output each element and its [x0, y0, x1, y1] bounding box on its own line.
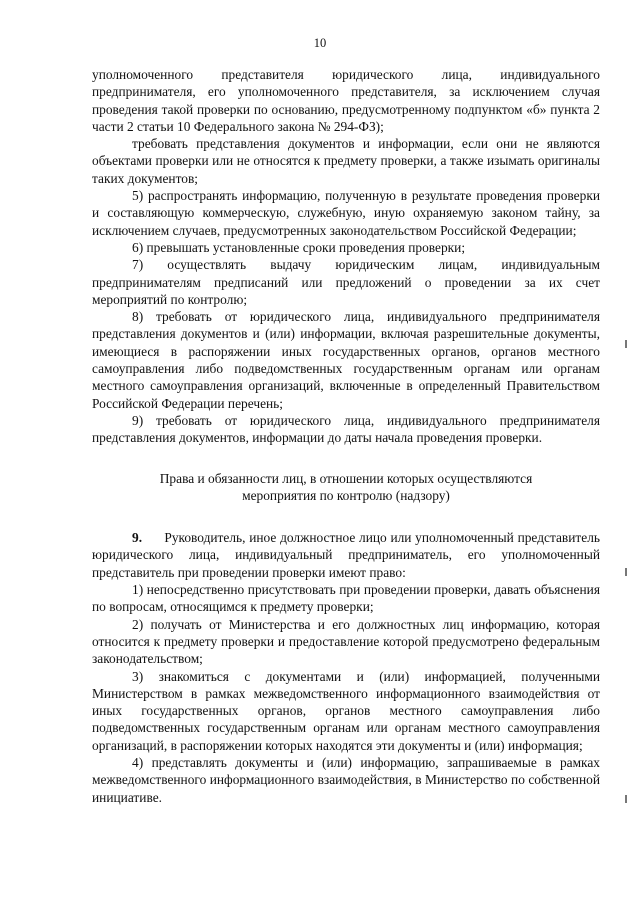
page-number: 10 [313, 36, 327, 50]
paragraph-item-6: 6) превышать установленные сроки проведения проверки; [132, 239, 466, 255]
scan-margin-mark [625, 795, 627, 803]
section-heading-line-1: Права и обязанности лиц, в отношении которых осуществляются [159, 470, 533, 486]
paragraph-section-9 [92, 529, 600, 581]
paragraph-item-7: 7) осуществлять выдачу юридическим лицам, индивидуальным предпринимателям предписаний или предложений о проведении за их счет мероприятий по контролю; [92, 257, 600, 307]
paragraph-continuation: уполномоченного представителя юридического лица, индивидуального предпринимателя, его уполномоченного представителя, за исключением случая проведения такой проверки по основанию, предусмотренному подпунктом «б» пункта 2 части 2 статьи 10 Федерального закона № 294-ФЗ); [92, 67, 600, 134]
paragraph-item-8: 8) требовать от юридического лица, индивидуального предпринимателя представления документов и (или) информации, включая разрешительные документы, имеющиеся в распоряжении иных государственных органов, органов местного самоуправления либо подведомственных государственным органам или органам местного самоуправления организаций, включенные в определенный Правительством Российской Федерации перечень; [92, 309, 600, 411]
section-heading [92, 470, 600, 505]
paragraph-item-4-cont: требовать представления документов и информации, если они не являются объектами проверки или не относятся к предмету проверки, а также изымать оригиналы таких документов; [92, 136, 600, 186]
section-heading-line-2: мероприятия по контролю (надзору) [242, 487, 450, 503]
paragraph-item-9: 9) требовать от юридического лица, индивидуального предпринимателя представления документов, информации до даты начала проведения проверки. [92, 412, 600, 446]
scan-margin-mark [625, 568, 627, 576]
paragraph-right-1: 1) непосредственно присутствовать при проведении проверки, давать объяснения по вопросам, относящимся к предмету проверки; [92, 582, 600, 615]
paragraph-right-3: 3) знакомиться с документами и (или) информацией, полученными Министерством в рамках межведомственного информационного взаимодействия от иных государственных органов, органов местного самоуправления либо подведомственных государственным органам или органам местного самоуправления организаций, в распоряжении которых находятся эти документы и (или) информация; [92, 668, 600, 753]
paragraph-item-5: 5) распространять информацию, полученную в результате проведения проверки и составляющую коммерческую, служебную, иную охраняемую законом тайну, за исключением случаев, предусмотренных законодательством Российской Федерации; [92, 188, 600, 238]
scan-margin-mark [625, 340, 627, 348]
section-9-text: Руководитель, иное должностное лицо или уполномоченный представитель юридического лица, индивидуальный предприниматель, его уполномоченный представитель при проведении проверки имеют право: [92, 530, 600, 580]
document-body [92, 66, 600, 806]
section-9-number: 9. [132, 530, 143, 546]
paragraph-right-2: 2) получать от Министерства и его должностных лиц информацию, которая относится к предмету проверки и предоставление которой предусмотрено федеральным законодательством; [92, 616, 600, 667]
paragraph-right-4: 4) представлять документы и (или) информацию, запрашиваемые в рамках межведомственного информационного взаимодействия, в Министерство по собственной инициативе. [92, 754, 600, 805]
